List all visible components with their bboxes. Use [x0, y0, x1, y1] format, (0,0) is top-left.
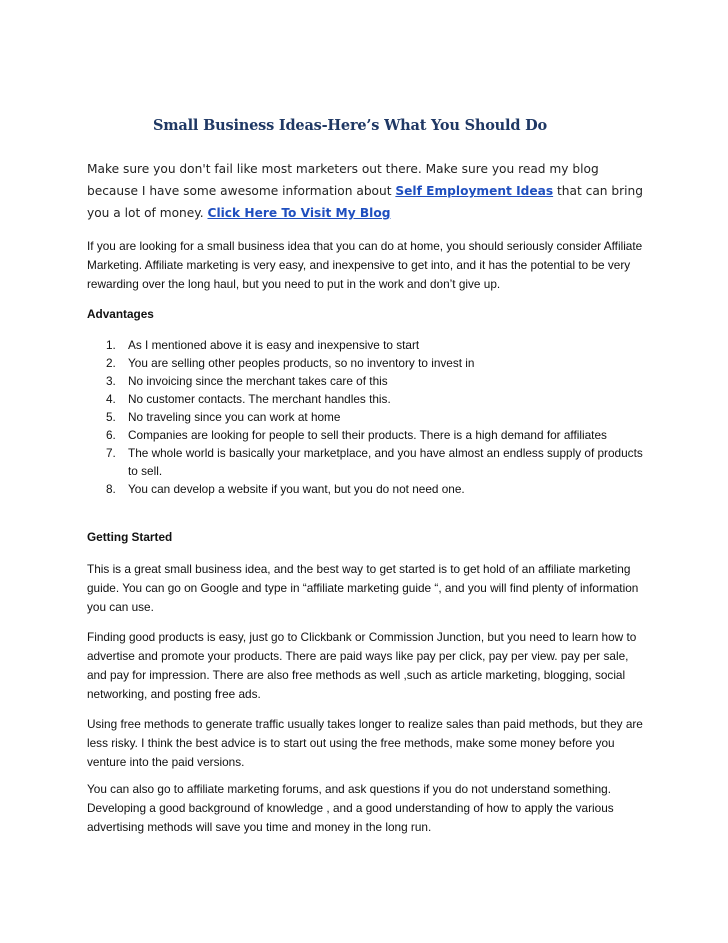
intro-text-1: Make sure you don't fail like most marketers out there. Make sure you read my blog because I have some awesome information about: [87, 162, 599, 198]
intro-paragraph: [87, 158, 647, 224]
list-item-number: 5.: [106, 410, 116, 424]
paragraph-finding-products: Finding good products is easy, just go to Clickbank or Commission Junction, but you need to learn how to advertise and promote your products. There are paid ways like pay per click, pay per view. pay per sale, and pay for impression. There are also free methods as well ,such as article marketing, blogging, social networking, and posting free ads.: [87, 630, 637, 701]
list-item: [87, 336, 647, 354]
list-item-text: You are selling other peoples products, so no inventory to invest in: [128, 356, 475, 370]
list-item-number: 4.: [106, 392, 116, 406]
advantages-heading: Advantages: [87, 307, 154, 321]
list-item: [87, 390, 647, 408]
list-item-number: 1.: [106, 338, 116, 352]
getting-started-heading: Getting Started: [87, 530, 173, 544]
list-item-text: As I mentioned above it is easy and inexpensive to start: [128, 338, 420, 352]
list-item-text: You can develop a website if you want, but you do not need one.: [128, 482, 465, 496]
document-title: Small Business Ideas-Here’s What You Should Do: [153, 117, 547, 134]
list-item: [87, 480, 647, 498]
list-item-text: No invoicing since the merchant takes care of this: [128, 374, 388, 388]
paragraph-free-methods: Using free methods to generate traffic usually takes longer to realize sales than paid methods, but they are less risky. I think the best advice is to start out using the free methods, make some money before you venture into the paid versions.: [87, 717, 643, 769]
list-item-text: No traveling since you can work at home: [128, 410, 341, 424]
advantages-list: [87, 336, 647, 498]
list-item-text: Companies are looking for people to sell their products. There is a high demand for affiliates: [128, 428, 607, 442]
list-item-number: 8.: [106, 482, 116, 496]
list-item-number: 6.: [106, 428, 116, 442]
list-item: [87, 354, 647, 372]
list-item: [87, 444, 647, 480]
list-item: [87, 372, 647, 390]
paragraph-forums: You can also go to affiliate marketing forums, and ask questions if you do not understand something. Developing a good background of knowledge , and a good understanding of how to apply the various advertising methods will save you time and money in the long run.: [87, 782, 614, 834]
visit-blog-link[interactable]: Click Here To Visit My Blog: [207, 206, 391, 220]
self-employment-ideas-link[interactable]: Self Employment Ideas: [395, 184, 554, 198]
list-item: [87, 408, 647, 426]
list-item-number: 2.: [106, 356, 116, 370]
paragraph-affiliate-intro: If you are looking for a small business idea that you can do at home, you should seriously consider Affiliate Marketing. Affiliate marketing is very easy, and inexpensive to get into, and it has the potential to be very rewarding over the long haul, but you need to put in the work and don’t give up.: [87, 239, 643, 291]
list-item-text: The whole world is basically your marketplace, and you have almost an endless supply of products to sell.: [128, 446, 643, 478]
intro-text-2: that can bring you a lot of money.: [87, 184, 643, 220]
list-item-number: 3.: [106, 374, 116, 388]
list-item: [87, 426, 647, 444]
paragraph-getting-started: This is a great small business idea, and the best way to get started is to get hold of an affiliate marketing guide. You can go on Google and type in “affiliate marketing guide “, and you will find plenty of information you can use.: [87, 562, 639, 614]
list-item-text: No customer contacts. The merchant handles this.: [128, 392, 391, 406]
list-item-number: 7.: [106, 446, 116, 460]
